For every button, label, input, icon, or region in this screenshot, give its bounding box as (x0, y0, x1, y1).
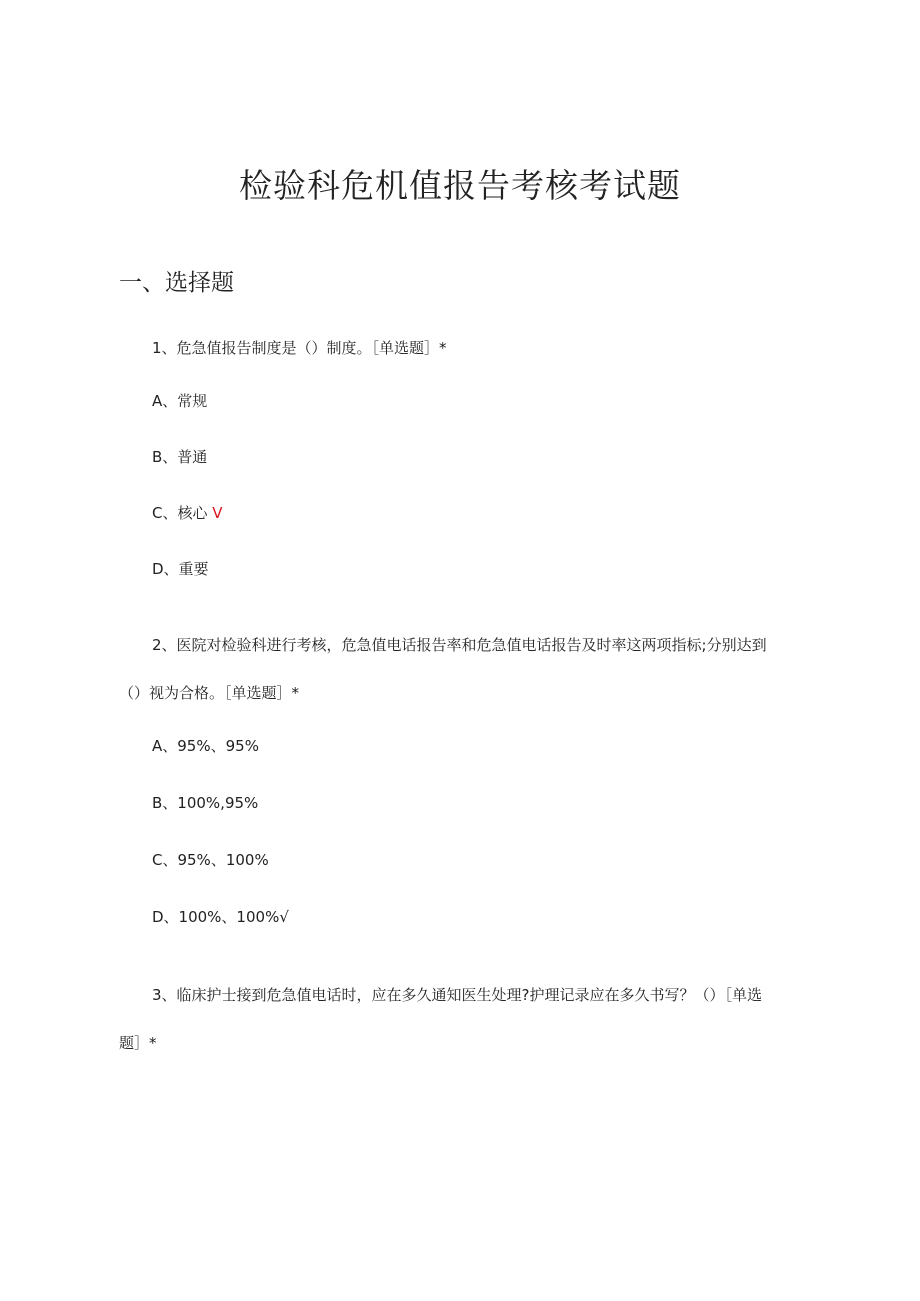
question-2-stem-line-1: 2、医院对检验科进行考核，危急值电话报告率和危急值电话报告及时率这两项指标;分别达到 (152, 636, 767, 654)
question-1-option-a (152, 390, 207, 412)
option-text: A、95%、95% (152, 737, 259, 755)
option-text: D、重要 (152, 560, 209, 578)
section-heading: 一、选择题 (119, 270, 234, 296)
option-text: C、95%、100% (152, 851, 269, 869)
question-2-option-d (152, 906, 289, 928)
question-3-stem-line-1: 3、临床护士接到危急值电话时，应在多久通知医生处理?护理记录应在多久书写？（）［单选 (152, 986, 763, 1004)
question-2-option-b (152, 792, 258, 814)
correct-answer-mark: √ (279, 908, 289, 926)
option-text: A、常规 (152, 392, 208, 410)
option-text: D、100%、100% (152, 908, 280, 926)
question-3-stem-line-2: 题］* (119, 1034, 157, 1052)
option-text: C、核心 (152, 504, 208, 522)
question-2-option-c (152, 849, 269, 871)
question-2-option-a (152, 735, 259, 757)
page-title: 检验科危机值报告考核考试题 (239, 166, 681, 205)
option-text: B、普通 (152, 448, 208, 466)
question-1-option-d (152, 558, 209, 580)
question-1-option-b (152, 446, 207, 468)
option-text: B、100%,95% (152, 794, 259, 812)
correct-answer-mark: V (212, 504, 223, 522)
question-1-option-c (152, 502, 223, 524)
question-2-stem-line-2: （）视为合格。［单选题］* (119, 684, 300, 702)
question-1-stem: 1、危急值报告制度是（）制度。［单选题］* (152, 339, 447, 357)
